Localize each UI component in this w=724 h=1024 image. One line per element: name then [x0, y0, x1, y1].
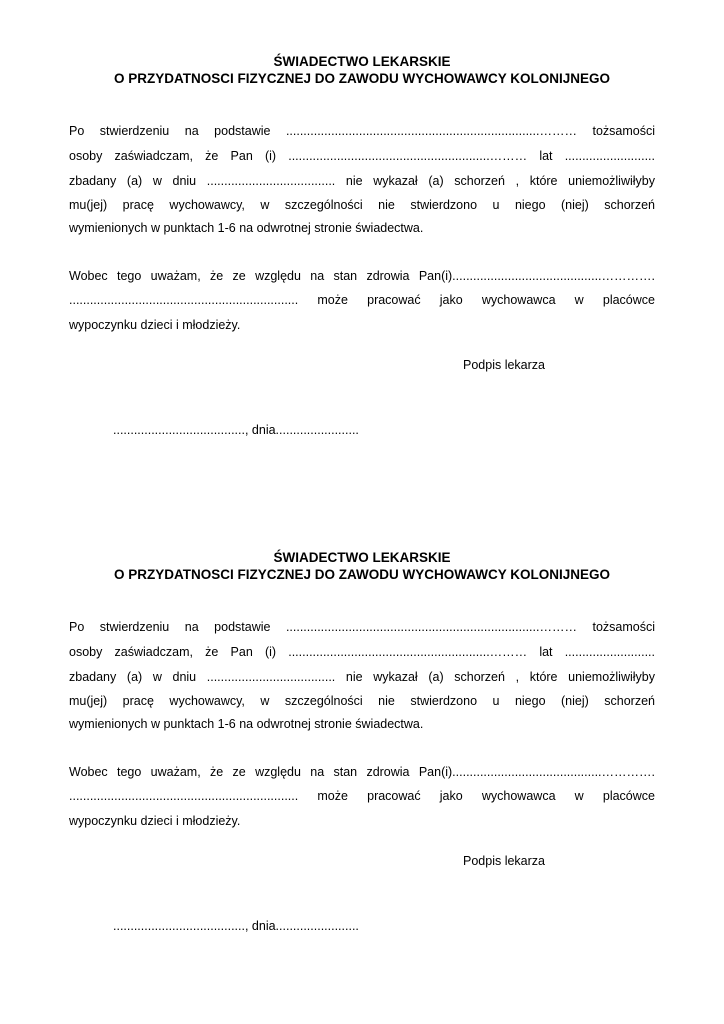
certificate-bottom: [0, 496, 724, 976]
basis-line: Po stwierdzeniu na podstawie .........................................................................……… tożsamości: [69, 620, 655, 634]
reference-line: wymienionych w punktach 1-6 na odwrotnej stronie świadectwa.: [69, 221, 424, 235]
conclusion-continued-line: .................................................................. może pracować jako wychowawca w placówce: [69, 789, 655, 803]
conclusion-end-line: wypoczynku dzieci i młodzieży.: [69, 814, 241, 828]
exam-date-line: zbadany (a) w dniu ..................................... nie wykazał (a) schorzeń , które uniemożliwiłyby: [69, 670, 655, 684]
person-line: osoby zaświadczam, że Pan (i) ..........................................................……… lat ..........................: [69, 645, 655, 659]
reference-line: wymienionych w punktach 1-6 na odwrotnej stronie świadectwa.: [69, 717, 424, 731]
certificate-subtitle: O PRZYDATNOSCI FIZYCZNEJ DO ZAWODU WYCHOWAWCY KOLONIJNEGO: [113, 71, 610, 86]
certificate-top: [0, 0, 724, 480]
conclusion-continued-line: .................................................................. może pracować jako wychowawca w placówce: [69, 293, 655, 307]
certificate-title: ŚWIADECTWO LEKARSKIE: [273, 550, 451, 565]
place-date-line: ......................................, dnia........................: [113, 423, 359, 437]
exam-date-line: zbadany (a) w dniu ..................................... nie wykazał (a) schorzeń , które uniemożliwiłyby: [69, 174, 655, 188]
conclusion-line: Wobec tego uważam, że ze względu na stan zdrowia Pan(i)...........................................………….: [69, 765, 655, 779]
conclusion-end-line: wypoczynku dzieci i młodzieży.: [69, 318, 241, 332]
person-line: osoby zaświadczam, że Pan (i) ..........................................................……… lat ..........................: [69, 149, 655, 163]
findings-line: mu(jej) pracę wychowawcy, w szczególności nie stwierdzono u niego (niej) schorzeń: [69, 694, 655, 708]
findings-line: mu(jej) pracę wychowawcy, w szczególności nie stwierdzono u niego (niej) schorzeń: [69, 198, 655, 212]
place-date-line: ......................................, dnia........................: [113, 919, 359, 933]
doctor-signature-label: Podpis lekarza: [463, 854, 545, 868]
conclusion-line: Wobec tego uważam, że ze względu na stan zdrowia Pan(i)...........................................………….: [69, 269, 655, 283]
basis-line: Po stwierdzeniu na podstawie .........................................................................……… tożsamości: [69, 124, 655, 138]
doctor-signature-label: Podpis lekarza: [463, 358, 545, 372]
certificate-subtitle: O PRZYDATNOSCI FIZYCZNEJ DO ZAWODU WYCHOWAWCY KOLONIJNEGO: [113, 567, 610, 582]
certificate-title: ŚWIADECTWO LEKARSKIE: [273, 54, 451, 69]
